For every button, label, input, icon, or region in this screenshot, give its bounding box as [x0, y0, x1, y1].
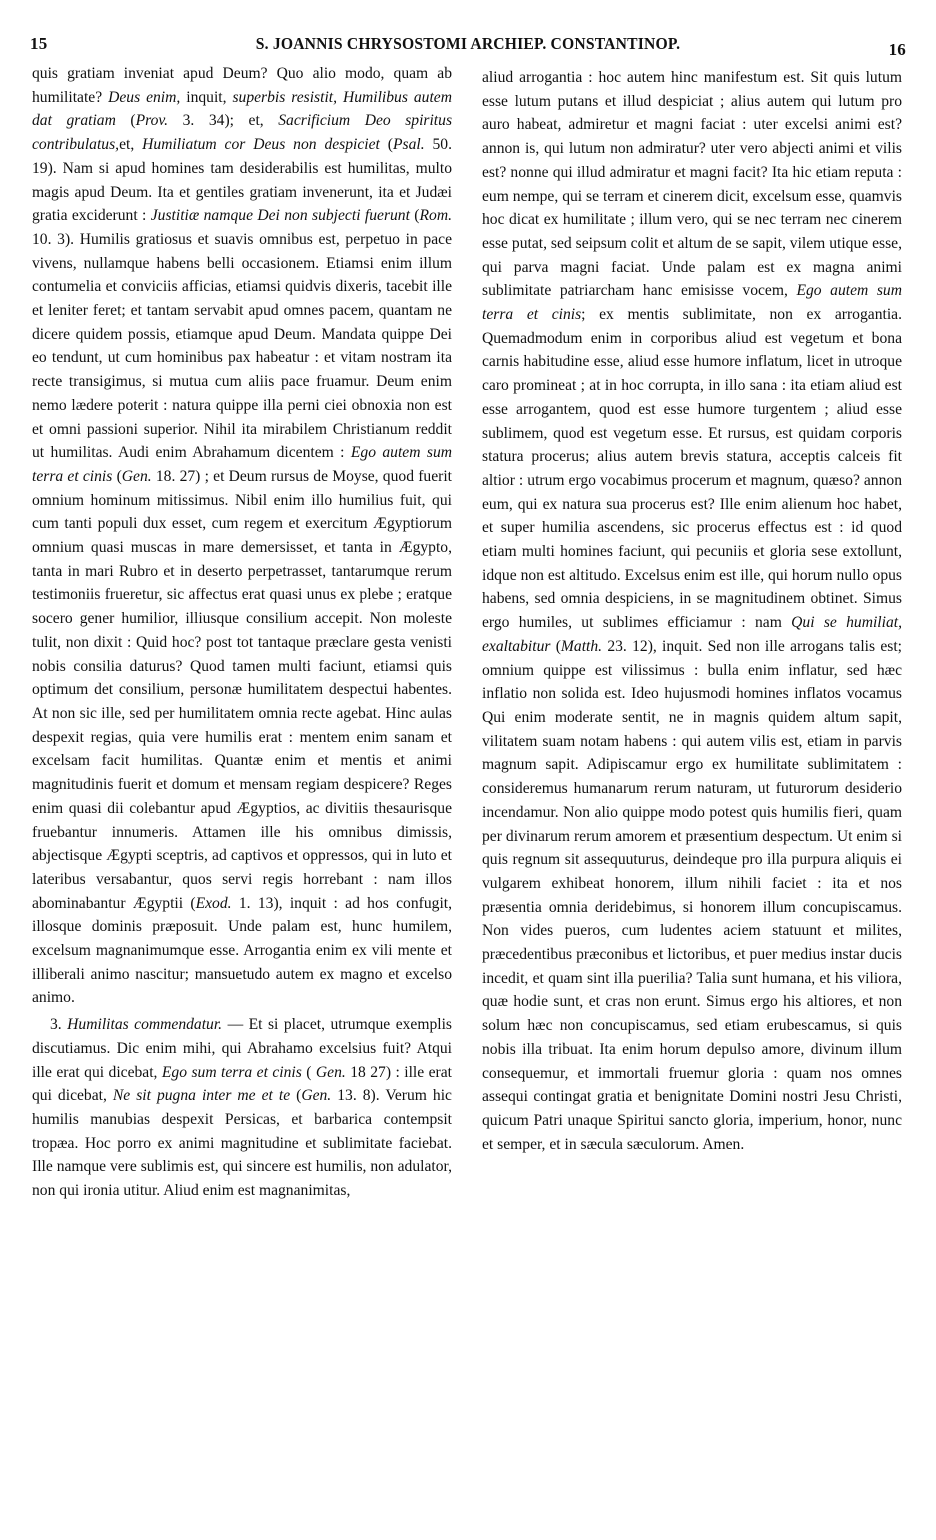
text-run: 10. 3). Humilis gratiosus et suavis omnibus est, perpetuo in pace vivens, nullamque habens belli occasionem. Etiamsi enim illum contumelia et conviciis afficias, etiamsi quidvis dixeris, tacebit ille et leniter feret; et tantam servabit apud omnes pacem, quantam ne dicere quidem possis, etiamque apud Deum. Mandata quippe Dei eo tendunt, ut cum hominibus pax habeatur : et vitam nostram ita recte transigimus, si mutua cum aliis pace fruamur. Deum enim nemo lædere poterit : natura quippe illa perni ciei obnoxia non est et omni passioni superior. Nihil ita mirabilem Christianum reddit ut humilitas. Audi enim Abrahamum dicentem : — [32, 230, 452, 462]
text-run: 13. 8). Verum hic humilis manubias despexit Persicas, et barbarica contempsit tropæa. Hoc porro ex animi magnitudine et sublimitate faciebat. Ille namque vere sublimis est, qui sincere est humilis, non adulator, non qui ironia utitur. Aliud enim est magnanimitas, — [32, 1087, 452, 1200]
section-heading: Humilitas commendatur. — [67, 1016, 223, 1034]
italic-run: Sacrificium Deo spiritus contribulatus, — [32, 112, 453, 154]
citation: Psal. — [392, 136, 425, 154]
paragraph — [32, 1013, 452, 1203]
left-column — [32, 62, 452, 1203]
citation: Prov. — [135, 112, 169, 130]
citation: Gen. — [315, 1063, 346, 1081]
text-run: quis gratiam inveniat apud Deum? Quo alio modo, quam ab humilitate? — [32, 65, 452, 106]
italic-run: Ego sum terra et cinis — [161, 1063, 302, 1081]
italic-run: Justitiæ namque Dei non subjecti fuerunt — [150, 207, 410, 225]
right-column — [482, 66, 902, 1156]
text-run: et, — [119, 136, 143, 154]
text-run: 18 27) : ille erat qui dicebat, — [32, 1063, 452, 1105]
column-number-right: 16 — [888, 40, 906, 59]
text-run: ( — [550, 637, 561, 655]
text-run: 1. 13), inquit : ad hos confugit, illosque dominis præposuit. Unde palam est, hunc humilem, excelsum magnanimumque esse. Arrogantia enim ex vili mente et illiberali animo nascitur; mansuetudo autem ex magno et excelso animo. — [32, 894, 453, 1007]
text-run: 23. 12), inquit. Sed non ille arrogans talis est; omnium quippe est vilissimus : bulla enim inflatur, sed hæc inflatio non solida est. Ideo hujusmodi homines inflatos vocamus Qui enim moderate sentit, ne in magnis quidem altum sapit, vilitatem suam notam habens : qui autem vilis est, etiam in parvis magnum sapit. Adipiscamur ergo ex humilitate sublimitatem : consideremus humanarum rerum naturam, ut futurorum desiderio incendamur. Non alio quippe modo potest quis humilis fieri, quam per divinarum rerum amorem et præsentium despectum. Ut enim si quis regnum sit assequuturus, deindeque pro illa purpura aliquis ei vulgarem exhibeat honorem, illum nihili faciet : ita et nos præsentia omnia deridebimus, si honorem illum concupiscamus. Non vides pueros, cum ludentes aciem statuunt et milites, præcedentibus præconibus et lictoribus, et puer medius instar ducis incedit, et quam sint illa puerilia? Talia sunt humana, et his viliora, quæ hodie sunt, et cras non erunt. Simus ergo his altiores, et non solum hæc non concupiscamus, sed etiam erubescamus, si quis nobis illa tribuat. Ita enim horum depulso amore, divinum illum consequemur, et immortali fruemur gloria : quam nos omnes assequi contingat gratia et benignitate Domini nostri Jesu Christi, quicum Patri unaque Spiritui sancto gloria, imperium, honor, nunc et semper, et in sæcula sæculorum. Amen. — [482, 637, 902, 1153]
text-run: ( — [112, 467, 122, 485]
text-run: ; ex mentis sublimitate, non ex arrogantia. Quemadmodum enim in corporibus aliud est vegetum et bona carnis habitudine esse, aliud esse humore inflatum, licet in utroque caro promineat ; at in hoc corrupta, in illo sana : ita etiam aliud est esse arrogantem, quod est esse humore turgentem ; aliud esse sublimem, quod est vegetum esse. Et rursus, est quidam corporis statura procerus; alius autem brevis statura, acceptis calceis fit altior : utrum ergo vocabimus procerum et magnum, quæso? annon eum, qui ex natura sua procerus est? Ille enim alienum hoc habet, et super humilia ascendens, sic procerus effectus est : id quod etiam multi homines faciunt, qui pecuniis et gloria sese extollunt, idque non est altitudo. Excelsus enim est ille, qui horum nullo opus habens, sed omnia despiciens, in se magnitudinem obtinet. Simus ergo humiles, ut sublimes efficiamur : nam — [482, 306, 902, 632]
text-run: ( — [301, 1063, 316, 1081]
text-run: aliud arrogantia : hoc autem hinc manifestum est. Sit quis lutum esse lutum putans et illud despiciat ; alius autem qui lutum pro auro habeat, admiretur et magni faciat : uter excelsi animi est? annon is, qui lutum non admiratur? uter vero abjecti animi et vilis est? nonne qui illud admiratur et magni facit? Ita hic etiam reputa : eum nempe, qui se terram et cinerem dicit, excelsum esse, quamvis hoc dicat ex humilitate ; illum vero, qui se nec terram nec cinerem esse putat, sed seipsum colit et altum de se sapit, vilem utique esse, qui parva magni faciat. Unde palam est ex magna animi sublimitate patriarcham hanc emisisse vocem, — [482, 69, 902, 300]
text-run: — Et si placet, utrumque exemplis discutiamus. Dic enim mihi, qui Abrahamo excelsius fuit? Atqui ille erat qui dicebat, — [32, 1016, 452, 1081]
text-run: 3. 34); et, — [168, 112, 279, 130]
italic-run: Deus enim, — [108, 88, 181, 106]
text-run: inquit, — [180, 88, 233, 106]
text-run: ( — [115, 112, 136, 130]
citation: Rom. — [419, 207, 452, 225]
paragraph — [482, 66, 902, 1156]
citation: Exod. — [195, 894, 232, 912]
citation: Gen. — [121, 467, 152, 485]
citation: Matth. — [560, 637, 603, 655]
citation: Gen. — [301, 1087, 332, 1105]
text-run: 18. 27) ; et Deum rursus de Moyse, quod fuerit omnium hominum mitissimus. Nibil enim illo humilius fuit, qui cum tanti populi dux esset, cum regem et exercitum Ægyptiorum omnium quasi muscas in mare demersisset, et tanta in Ægypto, tanta in mari Rubro et in deserto perpetrasset, tantarumque rerum testimoniis frueretur, sic affectus erat quasi unus ex plebe ; eratque socero gener humilior, illiusque consilium accepit. Non moleste tulit, non dixit : Quid hoc? post tot tantaque præclare gesta venisti nobis consilia daturus? Quod tamen multi faciunt, etiamsi quis optimum det consilium, personæ humilitatem despectui habentes. At non sic ille, sed per humilitatem omnia recte agebat. Hinc aulas despexit regias, quia vere humilis erat : mentem enim sanam et excelsam facit humilitas. Quantæ enim et mentis et animi magnitudinis fuerit et domum et mensam regiam despicere? Reges enim quasi dii colebantur apud Ægyptios, ac divitiis thesaurisque fruebantur innumeris. Attamen ille his omnibus dimissis, abjectisque Ægypti sceptris, ad captivos et oppressos, qui in luto et lateribus versabantur, quos servi regis horrebant : nam illos abominabantur Ægyptii ( — [32, 467, 452, 912]
paragraph — [32, 62, 452, 1010]
italic-run: Humiliatum cor Deus non despiciet — [142, 136, 380, 154]
italic-run: superbis resistit, Humilibus autem dat gratiam — [32, 88, 452, 130]
section-number: 3. — [50, 1016, 68, 1034]
italic-run: Ego autem sum terra et cinis — [32, 444, 453, 485]
column-number-left: 15 — [30, 34, 48, 53]
italic-run: Qui se humiliat, exaltabitur — [482, 614, 902, 655]
text-run: 50. 19). Nam si apud homines tam desiderabilis est humilitas, multo magis apud Deum. Ita et gentiles gratiam invenerunt, ita et Judæi gratia exciderunt : — [32, 136, 452, 225]
text-run: ( — [409, 207, 420, 225]
text-run: ( — [290, 1087, 302, 1105]
italic-run: Ne sit pugna inter me et te — [112, 1087, 291, 1105]
running-title: S. JOANNIS CHRYSOSTOMI ARCHIEP. CONSTANTINOP. — [255, 34, 681, 53]
text-run: ( — [379, 136, 393, 154]
italic-run: Ego autem sum terra et cinis — [482, 282, 902, 324]
page-header — [30, 34, 906, 58]
